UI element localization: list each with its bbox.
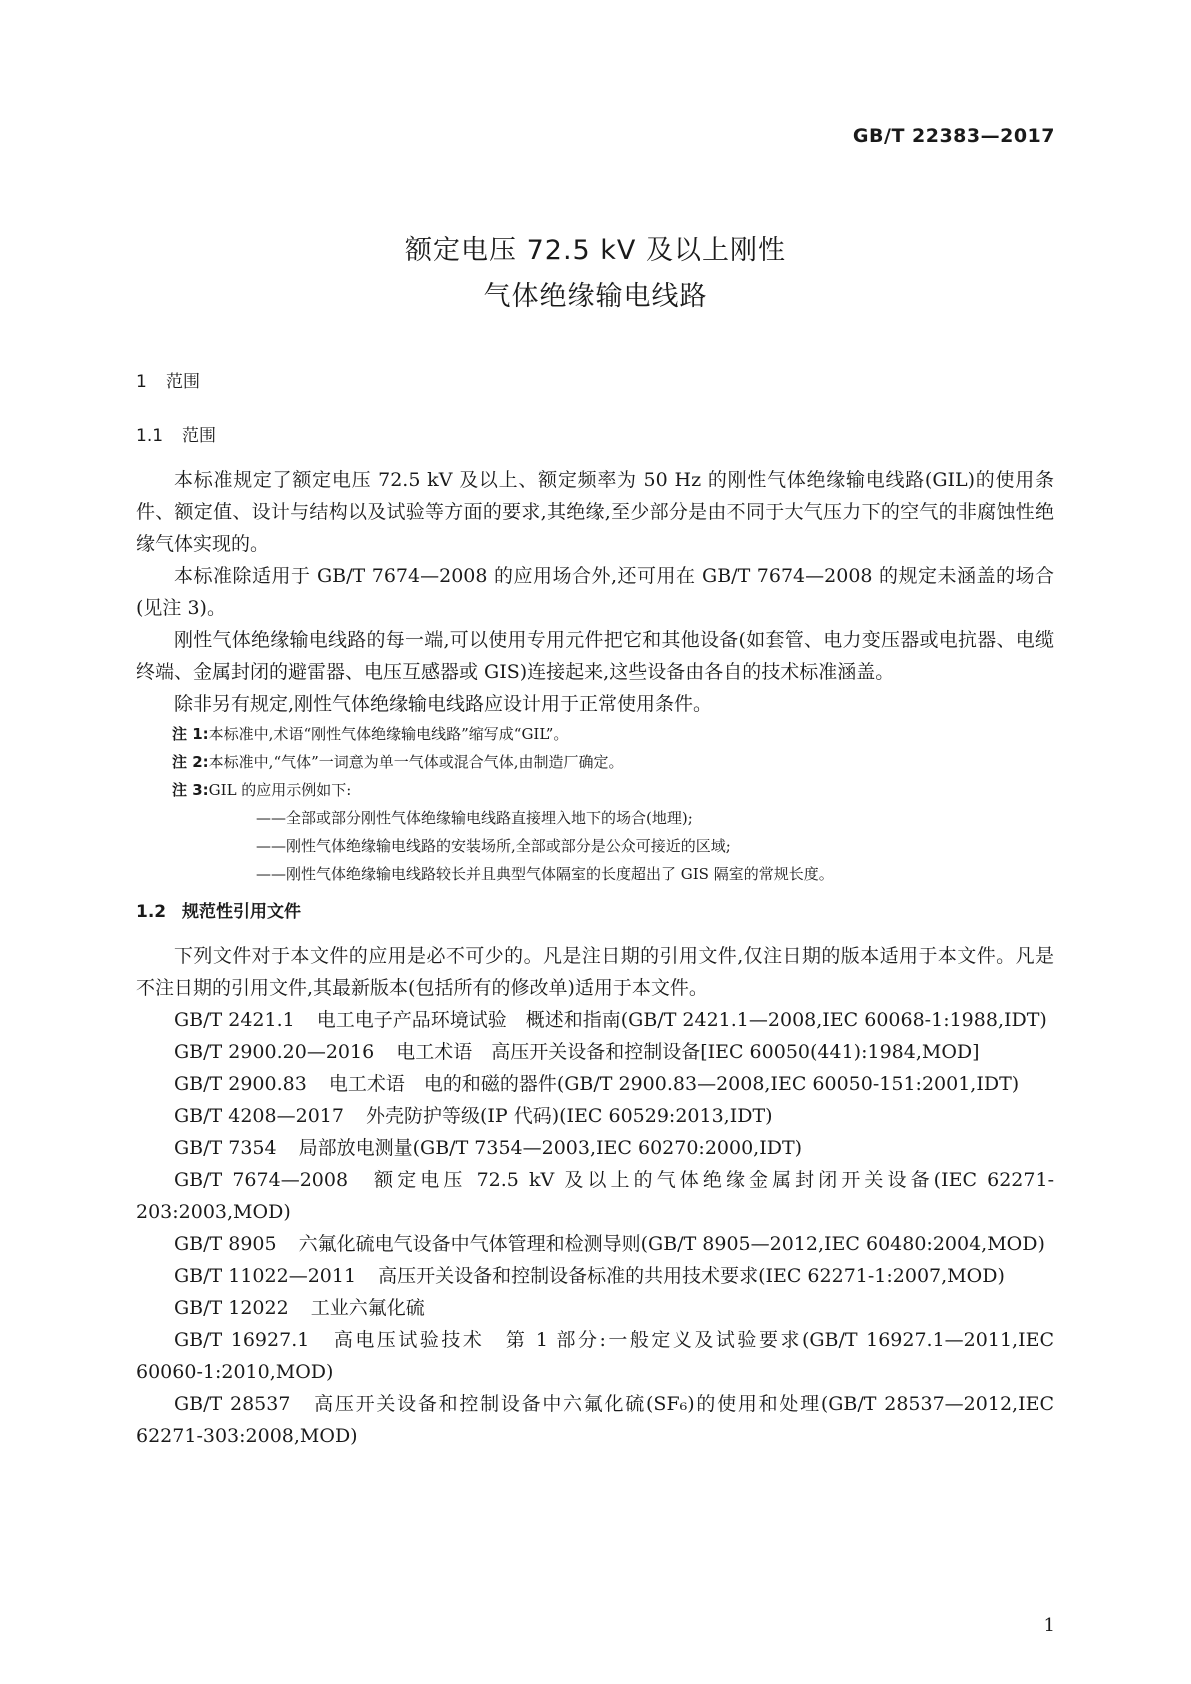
notes-block xyxy=(172,720,1054,888)
paragraph: 本标准规定了额定电压 72.5 kV 及以上、额定频率为 50 Hz 的刚性气体绝缘输电线路(GIL)的使用条件、额定值、设计与结构以及试验等方面的要求,其绝缘,至少部分是由不同于大气压力下的空气的非腐蚀性绝缘气体实现的。 xyxy=(136,469,1054,555)
title-line-2: 气体绝缘输电线路 xyxy=(483,281,708,312)
reference-code: GB/T 7354 xyxy=(174,1137,277,1159)
reference-item xyxy=(136,1100,1054,1132)
reference-text: 电工术语 高压开关设备和控制设备[IEC 60050(441):1984,MOD] xyxy=(396,1041,980,1063)
reference-item xyxy=(136,1260,1054,1292)
section-number: 1.2 xyxy=(136,902,167,922)
reference-code: GB/T 2900.83 xyxy=(174,1073,307,1095)
page-number: 1 xyxy=(1043,1615,1055,1636)
note-1 xyxy=(172,720,1054,748)
reference-text: 六氟化硫电气设备中气体管理和检测导则(GB/T 8905—2012,IEC 60480:2004,MOD) xyxy=(298,1233,1045,1255)
references-intro: 下列文件对于本文件的应用是必不可少的。凡是注日期的引用文件,仅注日期的版本适用于本文件。凡是不注日期的引用文件,其最新版本(包括所有的修改单)适用于本文件。 xyxy=(136,945,1054,999)
paragraph: 刚性气体绝缘输电线路的每一端,可以使用专用元件把它和其他设备(如套管、电力变压器或电抗器、电缆终端、金属封闭的避雷器、电压互感器或 GIS)连接起来,这些设备由各自的技术标准涵盖。 xyxy=(136,629,1054,683)
reference-code: GB/T 2900.20—2016 xyxy=(174,1041,375,1063)
reference-text: 高压开关设备和控制设备标准的共用技术要求(IEC 62271-1:2007,MOD) xyxy=(378,1265,1005,1287)
document-body xyxy=(136,366,1054,1452)
paragraph: 除非另有规定,刚性气体绝缘输电线路应设计用于正常使用条件。 xyxy=(174,693,713,715)
reference-code: GB/T 28537 xyxy=(174,1393,291,1415)
reference-item xyxy=(136,1324,1054,1388)
reference-code: GB/T 16927.1 xyxy=(174,1329,310,1351)
reference-text: 高压开关设备和控制设备中六氟化硫(SF₆)的使用和处理(GB/T 28537—2012,IEC 62271-303:2008,MOD) xyxy=(136,1393,1054,1447)
note-text: 本标准中,“气体”一词意为单一气体或混合气体,由制造厂确定。 xyxy=(208,753,624,771)
note-text: 本标准中,术语“刚性气体绝缘输电线路”缩写成“GIL”。 xyxy=(208,725,569,743)
reference-item xyxy=(136,1132,1054,1164)
reference-item xyxy=(136,1164,1054,1228)
section-1-1-heading xyxy=(136,420,1054,452)
note-label: 注 2: xyxy=(172,753,209,771)
title-line-1: 额定电压 72.5 kV 及以上刚性 xyxy=(405,235,786,266)
reference-code: GB/T 12022 xyxy=(174,1297,289,1319)
reference-item xyxy=(136,1388,1054,1452)
section-1-heading xyxy=(136,366,1054,398)
section-label: 范围 xyxy=(182,426,216,446)
note-label: 注 1: xyxy=(172,725,209,743)
reference-code: GB/T 4208—2017 xyxy=(174,1105,344,1127)
reference-text: 高电压试验技术 第 1 部分:一般定义及试验要求(GB/T 16927.1—2011,IEC 60060-1:2010,MOD) xyxy=(136,1329,1054,1383)
reference-code: GB/T 7674—2008 xyxy=(174,1169,349,1191)
reference-item xyxy=(136,1068,1054,1100)
note-3-item: ——全部或部分刚性气体绝缘输电线路直接埋入地下的场合(地理); xyxy=(256,809,693,827)
reference-text: 局部放电测量(GB/T 7354—2003,IEC 60270:2000,IDT) xyxy=(298,1137,803,1159)
reference-text: 额定电压 72.5 kV 及以上的气体绝缘金属封闭开关设备(IEC 62271-203:2003,MOD) xyxy=(136,1169,1054,1223)
reference-text: 电工术语 电的和磁的器件(GB/T 2900.83—2008,IEC 60050-151:2001,IDT) xyxy=(328,1073,1020,1095)
reference-item xyxy=(136,1004,1054,1036)
paragraph: 本标准除适用于 GB/T 7674—2008 的应用场合外,还可用在 GB/T 7674—2008 的规定未涵盖的场合(见注 3)。 xyxy=(136,565,1054,619)
section-1-2-heading xyxy=(136,896,1054,928)
page-title xyxy=(0,228,1191,320)
section-number: 1.1 xyxy=(136,426,164,446)
note-3-item: ——刚性气体绝缘输电线路较长并且典型气体隔室的长度超出了 GIS 隔室的常规长度。 xyxy=(256,865,834,883)
note-3-item: ——刚性气体绝缘输电线路的安装场所,全部或部分是公众可接近的区域; xyxy=(256,837,731,855)
section-number: 1 xyxy=(136,372,147,392)
reference-code: GB/T 2421.1 xyxy=(174,1009,295,1031)
note-3 xyxy=(172,776,1054,804)
note-2 xyxy=(172,748,1054,776)
reference-item xyxy=(136,1292,1054,1324)
reference-text: 电工电子产品环境试验 概述和指南(GB/T 2421.1—2008,IEC 60068-1:1988,IDT) xyxy=(316,1009,1047,1031)
reference-text: 外壳防护等级(IP 代码)(IEC 60529:2013,IDT) xyxy=(365,1105,773,1127)
reference-item xyxy=(136,1036,1054,1068)
reference-item xyxy=(136,1228,1054,1260)
document-code: GB/T 22383—2017 xyxy=(852,125,1055,147)
reference-code: GB/T 8905 xyxy=(174,1233,277,1255)
reference-text: 工业六氟化硫 xyxy=(310,1297,425,1319)
section-label: 规范性引用文件 xyxy=(182,902,301,922)
reference-code: GB/T 11022—2011 xyxy=(174,1265,357,1287)
note-text: GIL 的应用示例如下: xyxy=(208,781,352,799)
note-label: 注 3: xyxy=(172,781,209,799)
section-label: 范围 xyxy=(166,372,200,392)
